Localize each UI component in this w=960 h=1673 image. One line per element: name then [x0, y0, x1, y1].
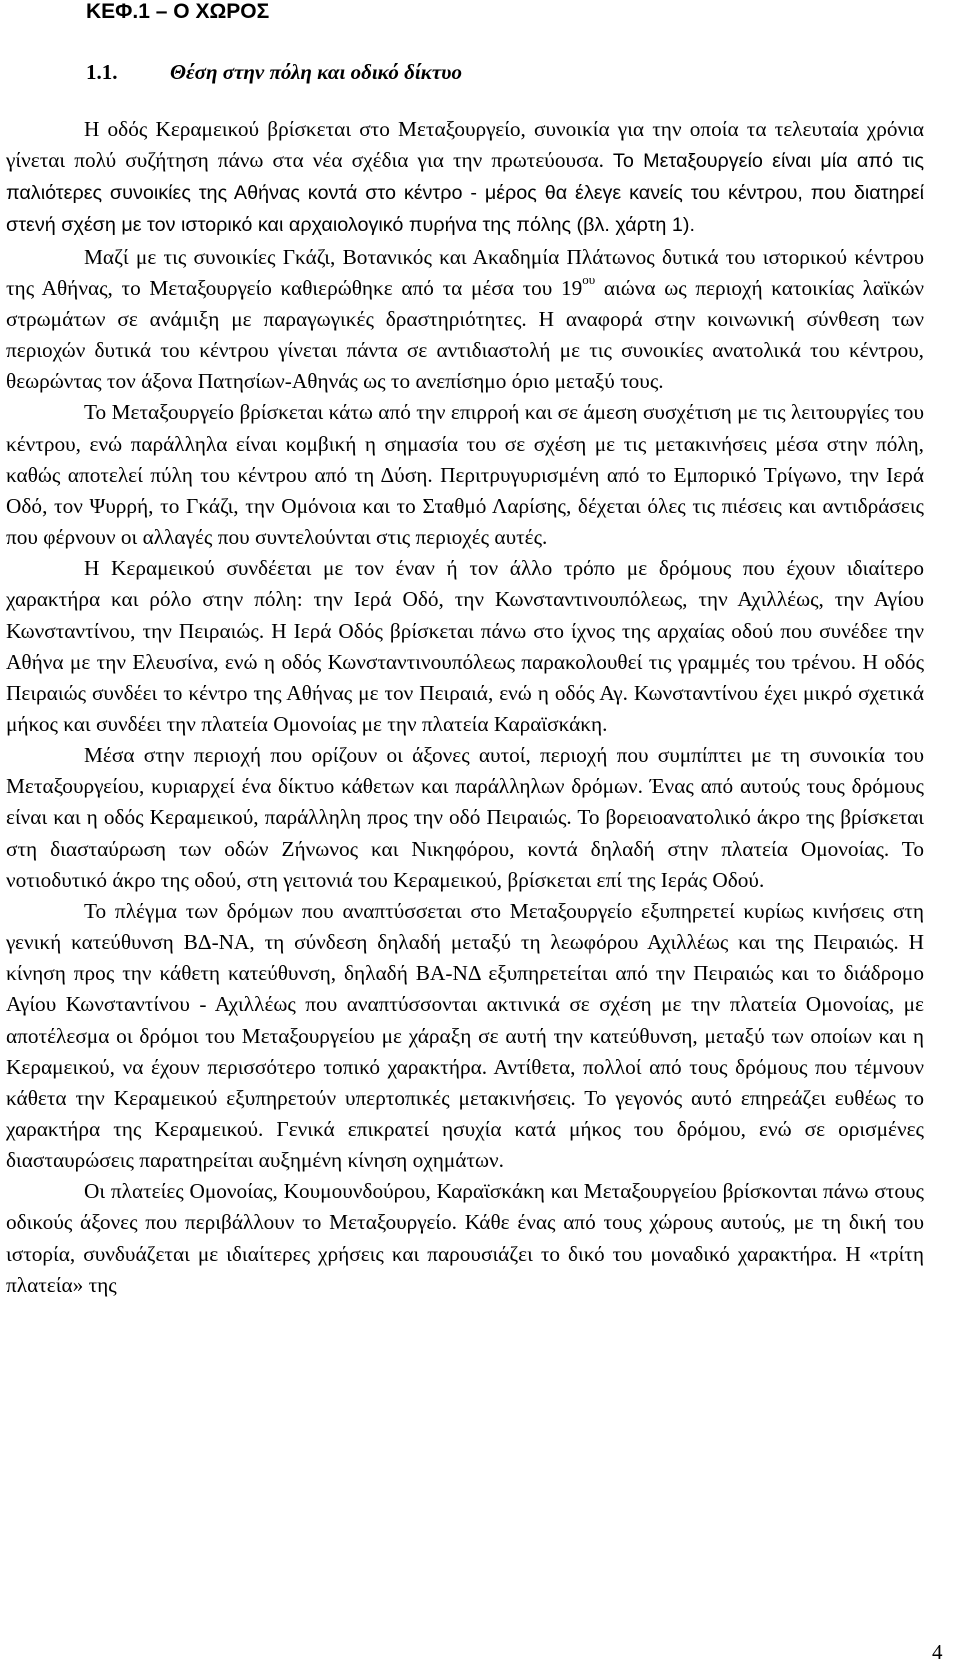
paragraph-2	[6, 242, 924, 398]
page-number: 4	[932, 1640, 943, 1664]
paragraph-4: Η Κεραμεικού συνδέεται με τον έναν ή τον άλλο τρόπο με δρόμους που έχουν ιδιαίτερο χαρακτήρα και ρόλο στην πόλη: την Ιερά Οδό, την Κωνσταντινουπόλεως, την Αχιλλέως, την Αγίου Κωνσταντίνου, την Πειραιώς. Η Ιερά Οδός βρίσκεται πάνω στο ίχνος της αρχαίας οδού που συνέδεε την Αθήνα με την Ελευσίνα, ενώ η οδός Κωνσταντινουπόλεως παρακολουθεί τις γραμμές του τρένου. Η οδός Πειραιώς συνδέει το κέντρο της Αθήνας με τον Πειραιά, ενώ η οδός Αγ. Κωνσταντίνου έχει μικρό σχετικά μήκος και συνδέει την πλατεία Ομονοίας με την πλατεία Καραϊσκάκη.	[6, 556, 924, 736]
paragraph-6: Το πλέγμα των δρόμων που αναπτύσσεται στο Μεταξουργείο εξυπηρετεί κυρίως κινήσεις στη γενική κατεύθυνση ΒΔ-ΝΑ, τη σύνδεση δηλαδή μεταξύ τη λεωφόρου Αχιλλέως και της Πειραιώς. Η κίνηση προς την κάθετη κατεύθυνση, δηλαδή ΒΑ-ΝΔ εξυπηρετείται από την Πειραιώς και το διάδρομο Αγίου Κωνσταντίνου - Αχιλλέως που αναπτύσσονται ακτινικά σε σχέση με την πλατεία Ομονοίας, με αποτέλεσμα οι δρόμοι του Μεταξουργείου με χάραξη σε αυτή την κατεύθυνση, μεταξύ των οποίων και η Κεραμεικού, να έχουν περισσότερο τοπικό χαρακτήρα. Αντίθετα, πολλοί από τους δρόμους που τέμνουν κάθετα την Κεραμεικού εξυπηρετούν υπερτοπικές μετακινήσεις. Το γεγονός αυτό επηρεάζει ευθέως το χαρακτήρα της Κεραμεικού. Γενικά επικρατεί ησυχία κατά μήκος του δρόμου, ενώ σε ορισμένες διασταυρώσεις παρατηρείται αυξημένη κίνηση οχημάτων.	[6, 898, 924, 1173]
chapter-title: ΚΕΦ.1 – Ο ΧΩΡΟΣ	[86, 0, 270, 23]
paragraph-1	[6, 114, 924, 242]
section-heading	[86, 58, 462, 86]
paragraph-1-sans-text: Το Μεταξουργείο είναι μία από τις παλιότερες συνοικίες της Αθήνας κοντά στο κέντρο - μέρος θα έλεγε κανείς του κέντρου, που διατηρεί στενή σχέση με τον ιστορικό και αρχαιολογικό πυρήνα της πόλης (βλ. χάρτη 1).	[6, 150, 924, 237]
paragraph-2-text-start: Μαζί με τις συνοικίες Γκάζι, Βοτανικός και Ακαδημία Πλάτωνος δυτικά του ιστορικού κέντρου της Αθήνας, το Μεταξουργείο καθιερώθηκε από τα μέσα του 19	[6, 244, 924, 300]
paragraph-2-text-end: αιώνα ως περιοχή κατοικίας λαϊκών στρωμάτων σε ανάμιξη με παραγωγικές δραστηριότητες. Η αναφορά στην κοινωνική σύνθεση των περιοχών δυτικά του κέντρου γίνεται πάντα σε αντιδιαστολή με τις συνοικίες ανατολικά του κέντρου, θεωρώντας τον άξονα Πατησίων-Αθηνάς ως το ανεπίσημο όριο μεταξύ τους.	[6, 275, 925, 394]
paragraph-1-serif-text: Η οδός Κεραμεικού βρίσκεται στο Μεταξουργείο, συνοικία για την οποία τα τελευταία χρόνια γίνεται πολύ συζήτηση πάνω στα νέα σχέδια για την πρωτεύουσα.	[6, 117, 924, 173]
body-text	[6, 114, 924, 1301]
paragraph-7: Οι πλατείες Ομονοίας, Κουμουνδούρου, Καραϊσκάκη και Μεταξουργείου βρίσκονται πάνω στους οδικούς άξονες που περιβάλλουν το Μεταξουργείο. Κάθε ένας από τους χώρους αυτούς, με τη δική του ιστορία, συνδυάζεται με ιδιαίτερες χρήσεις και παρουσιάζει το δικό του μοναδικό χαρακτήρα. Η «τρίτη πλατεία» της	[6, 1179, 924, 1297]
superscript-ordinal: ου	[582, 271, 596, 287]
paragraph-5: Μέσα στην περιοχή που ορίζουν οι άξονες αυτοί, περιοχή που συμπίπτει με τη συνοικία του Μεταξουργείου, κυριαρχεί ένα δίκτυο κάθετων και παράλληλων δρόμων. Ένας από αυτούς τους δρόμους είναι και η οδός Κεραμεικού, παράλληλη προς την οδό Πειραιώς. Το βορειοανατολικό άκρο της βρίσκεται στη διασταύρωση των οδών Ζήνωνος και Νικηφόρου, κοντά δηλαδή στην πλατεία Ομονοίας. Το νοτιοδυτικό άκρο της οδού, στη γειτονιά του Κεραμεικού, βρίσκεται επί της Ιεράς Οδού.	[6, 743, 924, 892]
paragraph-3: Το Μεταξουργείο βρίσκεται κάτω από την επιρροή και σε άμεση συσχέτιση με τις λειτουργίες του κέντρου, ενώ παράλληλα είναι κομβική η σημασία του σε σχέση με τις μετακινήσεις μέσα στην πόλη, καθώς αποτελεί πύλη του κέντρου από τη Δύση. Περιτρυγυρισμένη από το Εμπορικό Τρίγωνο, την Ιερά Οδό, τον Ψυρρή, το Γκάζι, την Ομόνοια και το Σταθμό Λαρίσης, δέχεται όλες τις πιέσεις και αντιδράσεις που φέρνουν οι αλλαγές που συντελούνται στις περιοχές αυτές.	[6, 400, 924, 550]
section-title: Θέση στην πόλη και οδικό δίκτυο	[170, 60, 462, 84]
section-number: 1.1.	[86, 60, 118, 84]
